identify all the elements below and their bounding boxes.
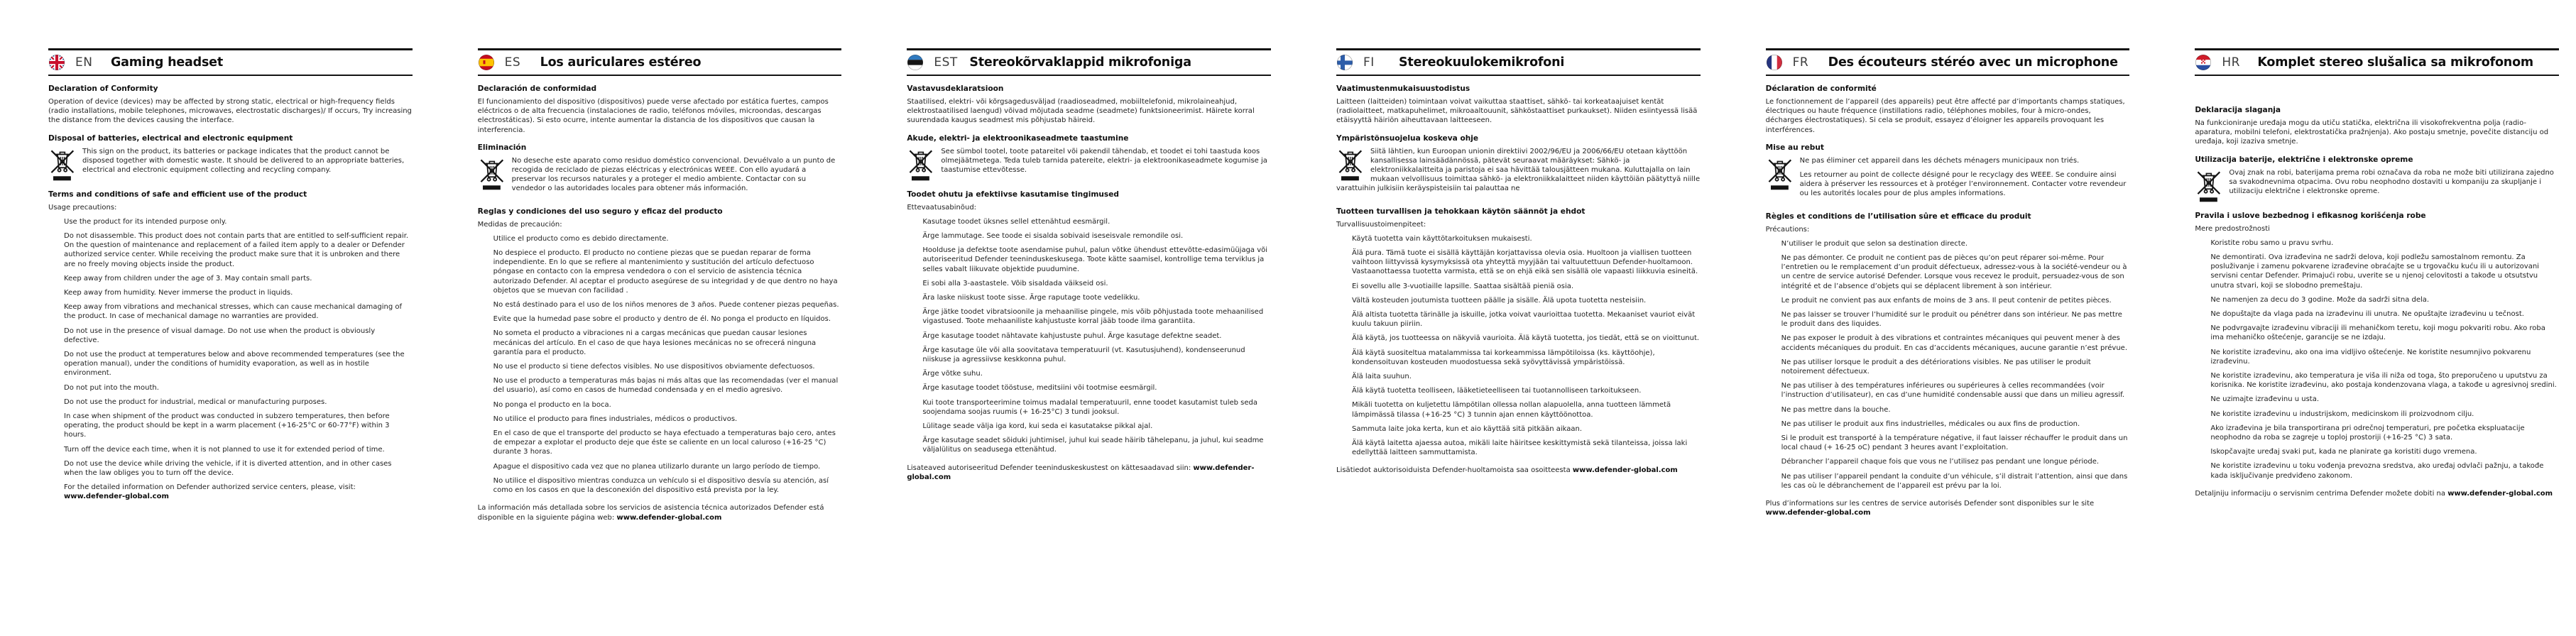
precaution-item: Hoolduse ja defektse toote asendamise puhul, palun võtke ühendust ettevõtte-edasimüüjaga või autoriseeritud Defender teeninduskeskusega. Toote kätte saamisel, kontrollige tema terviklus ja selles vabalt liikuvate objektide puudumine. xyxy=(922,246,1268,273)
precaution-item: Sammuta laite joka kerta, kun et aio käyttää sitä pitkään aikaan. xyxy=(1352,424,1583,433)
flag-icon-hr xyxy=(2195,54,2212,71)
conformity-body: Na funkcioniranje uređaja mogu da utiču statička, električna ili visokofrekventna polja (radio-aparatura, mobilni telefoni, elektrostatička pražnjenja). Ako postaju smetnje, povečite distanciju od uređaja, koji izaziva smetnje. xyxy=(2195,119,2549,146)
precaution-item: Ne pas mettre dans la bouche. xyxy=(1781,405,1891,414)
safety-heading: Reglas y condiciones del uso seguro y eficaz del producto xyxy=(477,207,723,216)
language-column xyxy=(858,48,1288,636)
footer-note xyxy=(907,464,1271,482)
precaution-item: No someta el producto a vibraciones ni a cargas mecánicas que puedan causar lesiones mecánicas del artículo. En el caso de que haya lesiones mecánicas no se ofrecerá ninguna garantía para el producto. xyxy=(493,329,817,356)
language-column xyxy=(430,48,859,636)
precaution-item: Kasutage toodet üksnes sellel ettenähtud eesmärgil. xyxy=(922,217,1110,226)
disposal-block xyxy=(1336,147,1701,199)
footer-note xyxy=(1336,466,1701,475)
conformity-body: Staatilised, elektri- või kõrgsagedusväljad (raadioseadmed, mobiiltelefonid, mikrolaineahjud, elektrostaatilised laengud) võivad mõjutada seadme (seadmete) funktsioneerimist. Häirete korral suurendada kaugus seadmest mis põhjustab häireid. xyxy=(907,98,1255,125)
conformity-body: El funcionamiento del dispositivo (dispositivos) puede verse afectado por estática fuertes, campos eléctricos o de alta frecuencia (instalaciones de radio, teléfonos móviles, microondas, descargas electrostáticas). Si esto ocurre, intente aumentar la distancia de los dispositivos que causan la interferencia. xyxy=(477,98,829,134)
precaution-item: Lülitage seade välja iga kord, kui seda ei kasutatakse pikkal ajal. xyxy=(922,422,1153,431)
precaution-item: Ei sobi alla 3-aastastele. Võib sisaldada väikseid osi. xyxy=(922,279,1108,287)
language-column xyxy=(1288,48,1718,636)
disposal-paragraphs xyxy=(48,147,413,175)
precaution-item: Kui toote transporteerimine toimus madalal temperatuuril, enne toodet kasutamist tuleb seda soojendama soojas ruumis (+ 16-25°C) 3 tundi jooksul. xyxy=(922,398,1257,416)
disposal-paragraph: See sümbol tootel, toote patareitel või pakendil tähendab, et toodet ei tohi taastuda koos olmejäätmetega. Teda tuleb tarnida patereite, elektri- ja elektroonikaseadmete kogumise ja taastumise ettevõtesse. xyxy=(941,147,1267,175)
disposal-paragraphs xyxy=(1766,156,2130,199)
conformity-heading: Déclaration de conformité xyxy=(1765,84,1877,93)
disposal-paragraphs xyxy=(478,156,842,194)
precaution-item: Débrancher l’appareil chaque fois que vous ne l’utilisez pas pendant une longue période. xyxy=(1781,458,2100,466)
column-header xyxy=(907,48,1271,76)
precaution-list xyxy=(1766,239,2130,490)
flag-icon-fi xyxy=(1336,54,1353,71)
weee-crossed-bin-icon xyxy=(907,148,934,182)
precautions-label: Turvallisuustoimenpiteet: xyxy=(1336,220,1426,229)
precaution-item: Ne pas exposer le produit à des vibrations et contraintes mécaniques qui peuvent mener à des accidents mécaniques du produit. En cas d’accidents mécaniques, aucune garantie n’est prévue. xyxy=(1781,334,2128,352)
precaution-item: Keep away from children under the age of 3. May contain small parts. xyxy=(64,274,312,283)
column-header xyxy=(478,48,842,76)
precaution-item: Käytä tuotetta vain käyttötarkoituksen mukaisesti. xyxy=(1352,234,1532,243)
disposal-heading: Eliminación xyxy=(477,143,527,152)
disposal-paragraph: Ovaj znak na robi, baterijama prema robi označava da roba ne može biti utilizirana zajedno sa svakodnevnima otpacima. Ovu robu neophodno dostaviti u kompaniju za skupljanje i utilizaciju električne i elektronske opreme. xyxy=(2229,168,2554,196)
product-title: Des écouteurs stéréo avec un microphone xyxy=(1828,55,2118,70)
language-code: EN xyxy=(75,55,93,70)
footer-url: www.defender-global.com xyxy=(2447,489,2553,498)
footer-note xyxy=(478,503,842,522)
precaution-item: Do not use the product at temperatures below and above recommended temperatures (see the operation manual), under the conditions of humidity evaporation, as well as in hostile environment. xyxy=(64,351,405,378)
precaution-item: No use el producto si tiene defectos visibles. No use dispositivos obviamente defectuosos. xyxy=(493,363,815,371)
precaution-item: Evite que la humedad pase sobre el producto y dentro de él. No ponga el producto en líquidos. xyxy=(493,315,831,324)
footer-text: La información más detallada sobre los servicios de asistencia técnica autorizados Defender está disponible en la siguiente página web: xyxy=(477,504,824,522)
precaution-item: Ärge jätke toodet vibratsioonile ja mehaanilise pingele, mis võib põhjustada toote mehaanilised vigastused. Toote mehaaniliste kahjustuste korral jääb toode ilma garantiita. xyxy=(922,308,1264,326)
conformity-body: Operation of device (devices) may be affected by strong static, electrical or high-frequency fields (radio installations, mobile telephones, microwaves, electrostatic discharges)/ If occurs, Try increasing the distance from the devices causing the interface. xyxy=(48,98,412,125)
disposal-paragraphs xyxy=(907,147,1271,175)
precaution-list xyxy=(478,234,842,495)
language-code: FI xyxy=(1363,55,1375,70)
precautions-label: Mere predostrožnosti xyxy=(2195,224,2270,233)
disposal-paragraph: This sign on the product, its batteries or package indicates that the product cannot be disposed together with domestic waste. It should be delivered to an appropriate batteries, electrical and electronic equipment collecting and recycling company. xyxy=(82,147,405,175)
precaution-list xyxy=(48,217,413,478)
precaution-item: Ako izrađevina je bila transportirana pri odrečnoj temperaturi, pre početka ekspluatacije neophodno da roba se zagreje u toploj prostoriji (+16-25 °C) 3 sata. xyxy=(2210,424,2525,442)
footer-text: Lisätiedot auktorisoiduista Defender-huoltamoista saa osoitteesta xyxy=(1336,466,1571,475)
language-column xyxy=(0,48,430,636)
precaution-list xyxy=(2195,238,2559,481)
disposal-paragraph: Les retourner au point de collecte désigné pour le recyclagy des WEEE. Se conduire ainsi aidera à préserver les ressources et à protéger l’environnement. Contacter votre revendeur ou les autorités locales pour de plus amples informations. xyxy=(1799,171,2127,198)
safety-heading: Terms and conditions of safe and efficient use of the product xyxy=(48,190,307,199)
weee-crossed-bin-icon xyxy=(1766,157,1793,191)
safety-heading: Tuotteen turvallisen ja tehokkaan käytön säännöt ja ehdot xyxy=(1336,207,1586,216)
safety-heading: Pravila i uslove bezbednog i efikasnog korišćenja robe xyxy=(2195,211,2426,220)
conformity-body: Laitteen (laitteiden) toimintaan voivat vaikuttaa staattiset, sähkö- tai korkeataajuiset kentät (radiolaitteet, matkapuhelimet, mikroaaltouunit, sähköstaattiset purkaukset). Niiden esiintyessä lisää etäisyyttä häiriön aiheuttavaan laitteeseen. xyxy=(1336,98,1698,125)
flag-icon-ee xyxy=(907,54,924,71)
conformity-body: Le fonctionnement de l’appareil (des appareils) peut être affecté par d’importants champs statiques, électriques ou haute fréquence (instillations radio, téléphones mobiles, four à micro-ondes, décharges électrostatiques). Si cela se produit, essayez d’éloigner les appareils provoquant les interférences. xyxy=(1765,98,2125,134)
product-title: Gaming headset xyxy=(111,55,223,70)
precaution-item: No utilice el dispositivo mientras conduzca un vehículo si el dispositivo desvía su atención, así como en los casos en que la desconexión del dispositivo está prevista por la ley. xyxy=(493,476,829,495)
column-header xyxy=(48,48,413,76)
precaution-item: Ärge kasutage toodet nähtavate kahjustuste puhul. Ärge kasutage defektne seadet. xyxy=(922,331,1222,340)
footer-url: www.defender-global.com xyxy=(616,513,722,522)
precaution-item: Ne namenjen za decu do 3 godine. Može da sadrži sitna dela. xyxy=(2210,295,2430,304)
column-header xyxy=(1336,48,1701,76)
disposal-paragraph: No deseche este aparato como residuo doméstico convencional. Devuélvalo a un punto de recogida de reciclado de piezas eléctricas y electrónicas WEEE. Con ello ayudará a preservar los recursos naturales y a proteger el medio ambiente. Contactar con su vendedor o las autoridades locales para obtener más información. xyxy=(511,156,836,193)
disposal-heading: Mise au rebut xyxy=(1765,143,1824,152)
disposal-block xyxy=(478,156,842,199)
footer-text: Lisateaved autoriseeritud Defender teeninduskeskustest on kättesaadavad siin: xyxy=(907,464,1191,472)
precaution-item: Ei sovellu alle 3-vuotiaille lapsille. Saattaa sisältää pieniä osia. xyxy=(1352,282,1574,290)
precaution-item: Älä käytä suositeltua matalammissa tai korkeammissa lämpötiloissa (ks. käyttöohje), kondensoituvan kosteuden muodostuessa sekä syövyttävissä ympäristöissä. xyxy=(1352,349,1655,366)
disposal-paragraph: Ne pas éliminer cet appareil dans les déchets ménagers municipaux non triés. xyxy=(1799,156,2080,165)
precaution-item: Le produit ne convient pas aux enfants de moins de 3 ans. Il peut contenir de petites pièces. xyxy=(1781,296,2112,305)
precaution-item: Utilice el producto como es debido directamente. xyxy=(493,234,669,243)
precaution-item: Älä käytä laitetta ajaessa autoa, mikäli laite häiritsee keskittymistä sekä tilanteissa, joissa laki edellyttää laitteen sammuttamista. xyxy=(1352,439,1688,457)
precaution-list xyxy=(1336,234,1701,458)
flag-icon-fr xyxy=(1766,54,1783,71)
precaution-item: Ärge kasutage seadet sõiduki juhtimisel, juhul kui seade häirib tähelepanu, ja juhul, kui seadme väljalülitus on seadusega ettenähtud. xyxy=(922,437,1264,454)
precaution-item: Ära laske niiskust toote sisse. Ärge raputage toote vedelikku. xyxy=(922,294,1140,302)
precaution-item: Älä laita suuhun. xyxy=(1352,373,1412,381)
language-code: ES xyxy=(504,55,521,70)
footer-url: www.defender-global.com xyxy=(64,493,169,501)
precaution-item: Iskopčavajte uređaj svaki put, kada ne planirate ga koristiti dugo vremena. xyxy=(2210,448,2477,456)
product-title: Komplet stereo slušalica sa mikrofonom xyxy=(2257,55,2533,70)
precaution-item: N’utiliser le produit que selon sa destination directe. xyxy=(1781,239,1968,248)
precautions-label: Usage precautions: xyxy=(48,203,117,212)
weee-crossed-bin-icon xyxy=(48,148,75,182)
precaution-item: Ärge kasutage üle või alla soovitatava temperatuuril (vt. Kasutusjuhend), kondenseerunud niiskuse ja agressiivse keskkonna puhul. xyxy=(922,346,1245,364)
disposal-heading: Akude, elektri- ja elektroonikaseadmete taastumine xyxy=(907,133,1129,143)
footer-note xyxy=(1766,499,2130,517)
precaution-item: No está destinado para el uso de los niños menores de 3 años. Puede contener piezas pequeñas. xyxy=(493,301,839,309)
disposal-paragraphs xyxy=(2195,168,2559,197)
precaution-item: Ärge võtke suhu. xyxy=(922,370,983,378)
precaution-item: No utilice el producto para fines industriales, médicos o productivos. xyxy=(493,415,738,423)
footer-text: Detaljniju informaciju o servisnim centrima Defender možete dobiti na xyxy=(2195,489,2445,498)
disposal-block xyxy=(48,147,413,182)
language-column xyxy=(1718,48,2147,636)
disposal-paragraph: Siitä lähtien, kun Euroopan unionin direktiivi 2002/96/EU ja 2006/66/EU otetaan käyttöön kansallisessa lainsäädännössä, pätevät seuraavat määräykset: Sähkö- ja elektroniikkalaitteita ja paristoja ei saa hävittää talousjätteen mukana. Kuluttajalla on lain mukaan velvollisuus toimittaa sähkö- ja elektroniikkalaitteet niiden käyttöiän päätyttyä niille varattuihin julkisiin keräyspisteisiin tai palauttaa ne xyxy=(1336,147,1701,193)
precaution-item: Vältä kosteuden joutumista tuotteen päälle ja sisälle. Älä upota tuotetta nesteisiin. xyxy=(1352,296,1647,305)
precaution-item: Ne koristite izrađevinu u toku vođenja prevozna sredstva, ako uređaj odvlači pažnju, a takođe kada isključivanje predviđeno zakonom. xyxy=(2210,462,2544,480)
precaution-item: Keep away from humidity. Never immerse the product in liquids. xyxy=(64,289,293,297)
precaution-list xyxy=(907,217,1271,455)
footer-text: For the detailed information on Defender authorized service centers, please, visit: xyxy=(64,483,356,492)
disposal-block xyxy=(1766,156,2130,204)
product-title: Los auriculares estéreo xyxy=(540,55,702,70)
precaution-item: No despiece el producto. El producto no contiene piezas que se puedan reparar de forma independiente. En lo que se refiere al mantenimiento y sustitución del artículo defectuoso póngase en contacto con la empresa vendedora o con el servicio de asistencia técnica autorizado Defender. Al aceptar el producto asegúrese de su integridad y de que dentro no haya objetos que se muevan con facilidad . xyxy=(493,249,838,295)
disposal-block xyxy=(907,147,1271,182)
precaution-item: Ärge kasutage toodet tööstuse, meditsiini või tootmise eesmärgil. xyxy=(922,384,1157,393)
precaution-item: Ne pas utiliser l’appareil pendant la conduite d’un véhicule, s’il distrait l’attention, ainsi que dans les cas où le débranchement de l’appareil est prévu par la loi. xyxy=(1781,472,2128,490)
footer-url: www.defender-global.com xyxy=(1765,509,1871,517)
precaution-item: Ne koristite izrađevinu, ako ona ima vidljivo oštećenje. Ne koristite nesumnjivo pokvarenu izrađevinu. xyxy=(2210,348,2531,366)
precaution-item: Älä käytä tuotetta teolliseen, lääketieteelliseen tai tuotannolliseen tarkoitukseen. xyxy=(1352,387,1642,395)
flag-icon-es xyxy=(478,54,495,71)
precaution-item: Ne pas utiliser le produit aux fins industrielles, médicales ou aux fins de production. xyxy=(1781,420,2080,428)
conformity-heading: Deklaracija slaganja xyxy=(2195,106,2281,114)
conformity-heading: Vaatimustenmukaisuustodistus xyxy=(1336,84,1470,93)
precaution-item: Do not use in the presence of visual damage. Do not use when the product is obviously defective. xyxy=(64,327,376,344)
disposal-paragraphs xyxy=(1336,147,1701,194)
precaution-item: Ne pas démonter. Ce produit ne contient pas de pièces qu’on peut réparer soi-même. Pour l’entretien ou le remplacement d’un produit défectueux, adressez-vous à la société-vendeur ou à un centre de service autorisé Defender. Lorsque vous recevez le produit, persuadez-vous de son intégrité et de l’absence d’objets qui se déplacent librement à son intérieur. xyxy=(1781,254,2127,290)
language-code: EST xyxy=(934,55,958,70)
precaution-item: Mikäli tuotetta on kuljetettu lämpötilan ollessa nollan alapuolella, anna tuotteen lämmetä lämpimässä tilassa (+16-25 °C) 3 tunnin ajan ennen käyttöönottoa. xyxy=(1352,401,1671,419)
conformity-heading: Declaration of Conformity xyxy=(48,84,158,93)
precaution-item: En el caso de que el transporte del producto se haya efectuado a temperaturas bajo cero, antes de empezar a explotar el producto deje que éste se caliente en un local caluroso (+16-25 °C) durante 3 horas. xyxy=(493,429,836,456)
footer-text: Plus d’informations sur les centres de service autorisés Defender sont disponibles sur le site xyxy=(1765,500,2095,508)
precaution-item: Ne pas laisser se trouver l’humidité sur le produit ou pénétrer dans son intérieur. Ne pas mettre le produit dans des liquides. xyxy=(1781,311,2122,329)
footer-note xyxy=(2195,489,2559,498)
footer-note xyxy=(64,483,413,501)
disposal-heading: Ympäristönsuojelua koskeva ohje xyxy=(1336,133,1479,143)
product-title: Stereokõrvaklappid mikrofoniga xyxy=(969,55,1191,70)
precaution-item: Do not disassemble. This product does not contain parts that are entitled to self-sufficient repair. On the question of maintenance and replacement of a failed item apply to a dealer or Defender authorized service center. While receiving the product make sure that it is unbroken and there are no freely moving objects inside the product. xyxy=(64,232,409,268)
precaution-item: Use the product for its intended purpose only. xyxy=(64,217,227,226)
precautions-label: Précautions: xyxy=(1765,225,1810,234)
language-code: HR xyxy=(2222,55,2240,70)
precaution-item: No use el producto a temperaturas más bajas ni más altas que las recomendadas (ver el manual del usuario), así como en casos de humedad condensada y en el medio agresivo. xyxy=(493,377,839,395)
precaution-item: Do not put into the mouth. xyxy=(64,383,159,392)
precaution-item: Ne koristite izrađevinu u industrijskom, medicinskom ili proizvodnom cilju. xyxy=(2210,410,2474,418)
disposal-heading: Utilizacija baterije, električne i elektronske opreme xyxy=(2195,155,2413,164)
precaution-item: Koristite robu samo u pravu svrhu. xyxy=(2210,238,2334,247)
precaution-item: Si le produit est transporté à la température négative, il faut laisser réchauffer le produit dans un local chaud (+ 16-25 oC) pendant 3 heures avant l’exploitation. xyxy=(1781,434,2128,452)
precaution-item: Ne pas utiliser lorsque le produit a des détériorations visibles. Ne pas utiliser le produit notoirement défectueux. xyxy=(1781,358,2091,376)
precautions-label: Ettevaatusabinõud: xyxy=(907,203,977,212)
disposal-heading: Disposal of batteries, electrical and electronic equipment xyxy=(48,133,293,143)
precaution-item: Apague el dispositivo cada vez que no planea utilizarlo durante un largo período de tiempo. xyxy=(493,462,821,471)
safety-heading: Toodet ohutu ja efektiivse kasutamise tingimused xyxy=(907,190,1119,199)
conformity-heading: Vastavusdeklaratsioon xyxy=(907,84,1004,93)
precaution-item: Ne podvrgavajte izrađevinu vibraciji ili mehaničkom teretu, koji mogu pokvariti robu. Ako roba ima mehaničko oštećenje, garancije se ne izdaju. xyxy=(2210,324,2545,342)
footer-url: www.defender-global.com xyxy=(1572,466,1678,475)
precaution-item: Ne demontirati. Ova izrađevina ne sadrži delova, koji podležu samostalnom remontu. Za posluživanje i zamenu pokvarene izrađevine obraćajte se u trgovačku kuću ili u autorizovani servisni centar Defender. Primajući robu, uverite se u njenoj celovitosti a takođe u otsutstvu unutra stvari, koji se slobodno premeštaju. xyxy=(2210,253,2539,290)
language-code: FR xyxy=(1792,55,1809,70)
conformity-heading: Declaración de conformidad xyxy=(477,84,597,93)
column-header xyxy=(2195,48,2559,76)
precaution-item: Ne dopuštajte da vlaga pada na izrađevinu ili unutra. Ne opuštajte izrađevinu u tečnost. xyxy=(2210,310,2524,319)
precautions-label: Medidas de precaución: xyxy=(477,220,562,229)
precaution-item: Do not use the device while driving the vehicle, if it is diverted attention, and in other cases when the law obliges you to turn off the device. xyxy=(64,459,392,478)
precaution-item: Do not use the product for industrial, medical or manufacturing purposes. xyxy=(64,398,327,406)
language-column xyxy=(2146,48,2576,636)
footer-url: www.defender-global.com xyxy=(907,464,1255,481)
precaution-item: Älä pura. Tämä tuote ei sisällä käyttäjän korjattavissa olevia osia. Huoltoon ja viallisen tuotteen vaihtoon liittyvissä kysymyksissä ota yhteyttä myyjään tai valtuutettuun Defender-huoltamoon. Vastaanottaessa tuotetta varmista, että se on ehjä eikä sen sisällä ole vapaasti liikkuvia esineitä. xyxy=(1352,249,1698,276)
precaution-item: Keep away from vibrations and mechanical stresses, which can cause mechanical damaging of the product. In case of mechanical damage no warranties are provided. xyxy=(64,303,403,321)
disposal-block xyxy=(2195,168,2559,203)
precaution-item: Älä käytä, jos tuotteessa on näkyviä vaurioita. Älä käytä tuotetta, jos tiedät, että se on vioittunut. xyxy=(1352,334,1700,343)
weee-crossed-bin-icon xyxy=(2195,169,2222,203)
safety-heading: Règles et conditions de l’utilisation sûre et efficace du produit xyxy=(1765,212,2031,221)
weee-crossed-bin-icon xyxy=(1336,148,1363,182)
precaution-item: Ne uzimajte izrađevinu u usta. xyxy=(2210,395,2320,404)
precaution-item: Älä altista tuotetta tärinälle ja iskuille, jotka voivat vaurioittaa tuotetta. Mekaaniset vauriot eivät kuulu takuun piiriin. xyxy=(1352,311,1696,329)
precaution-item: Ärge lammutage. See toode ei sisalda sobivaid iseseisvale remondile osi. xyxy=(922,232,1184,241)
product-title: Stereokuulokemikrofoni xyxy=(1399,55,1565,70)
column-header xyxy=(1766,48,2130,76)
precaution-item: Ne pas utiliser à des températures inférieures ou supérieures à celles recommandées (voir l’instruction d’utilisateur), en cas d’une humidité condensable aussi que dans un milieu agressif. xyxy=(1781,382,2125,400)
precaution-item: In case when shipment of the product was conducted in subzero temperatures, then before operating, the product should be kept in a warm placement (+16-25°C or 60-77°F) within 3 hours. xyxy=(64,412,390,439)
precaution-item: Ne koristite izrađevinu, ako temperatura je viša ili niža od toga, što preporučeno u uputstvu za korisnika. Ne koristite izrađevinu, ako postaja kondenzovana vlaga, a takođe u agresivnoj sredini. xyxy=(2210,372,2557,390)
weee-crossed-bin-icon xyxy=(478,157,505,191)
precaution-item: No ponga el producto en la boca. xyxy=(493,400,611,409)
precaution-item: Turn off the device each time, when it is not planned to use it for extended period of time. xyxy=(64,445,385,454)
flag-icon-gb xyxy=(48,54,65,71)
